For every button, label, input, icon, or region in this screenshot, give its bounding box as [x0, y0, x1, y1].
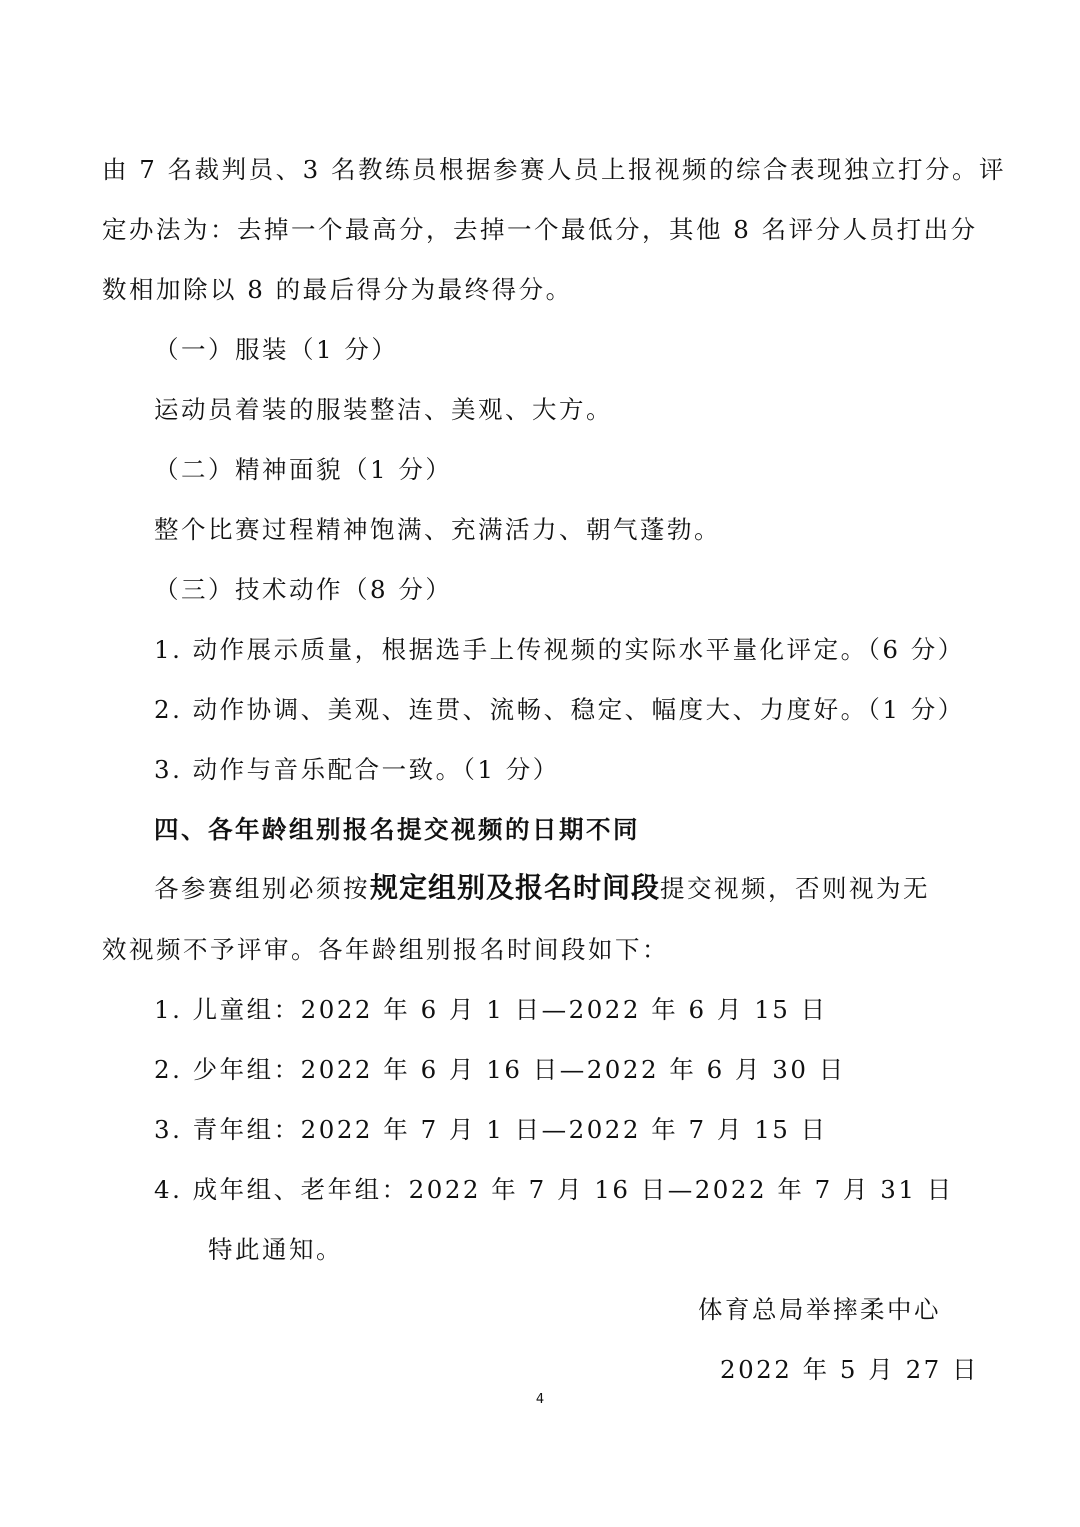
signature-date: 2022 年 5 月 27 日: [720, 1355, 980, 1384]
technique-item-2: 2. 动作协调、美观、连贯、流畅、稳定、幅度大、力度好。（1 分）: [154, 695, 965, 724]
page-number: 4: [535, 1392, 545, 1407]
text-run: 各参赛组别必须按: [154, 874, 370, 903]
text-run: 提交视频，否则视为无: [660, 874, 931, 903]
paragraph-line: 数相加除以 8 的最后得分为最终得分。: [102, 275, 573, 304]
section-heading-clothing: （一）服装（1 分）: [154, 335, 399, 364]
section-4-heading: 四、各年龄组别报名提交视频的日期不同: [154, 815, 640, 844]
group-schedule-youth: 3. 青年组：2022 年 7 月 1 日—2022 年 7 月 15 日: [154, 1115, 828, 1144]
section-body-spirit: 整个比赛过程精神饱满、充满活力、朝气蓬勃。: [154, 515, 721, 544]
section-4-paragraph-line-2: 效视频不予评审。各年龄组别报名时间段如下：: [102, 935, 669, 964]
group-schedule-children: 1. 儿童组：2022 年 6 月 1 日—2022 年 6 月 15 日: [154, 995, 828, 1024]
signature-organization: 体育总局举摔柔中心: [698, 1295, 941, 1324]
group-schedule-adult-senior: 4. 成年组、老年组：2022 年 7 月 16 日—2022 年 7 月 31 日: [154, 1175, 954, 1204]
technique-item-3: 3. 动作与音乐配合一致。（1 分）: [154, 755, 560, 784]
group-schedule-juvenile: 2. 少年组：2022 年 6 月 16 日—2022 年 6 月 30 日: [154, 1055, 846, 1084]
section-4-paragraph-line-1: [154, 871, 931, 904]
section-body-clothing: 运动员着装的服装整洁、美观、大方。: [154, 395, 613, 424]
paragraph-line: 由 7 名裁判员、3 名教练员根据参赛人员上报视频的综合表现独立打分。评: [102, 155, 1007, 184]
closing-remark: 特此通知。: [208, 1235, 343, 1264]
emphasized-text: 规定组别及报名时间段: [370, 871, 661, 904]
section-heading-spirit: （二）精神面貌（1 分）: [154, 455, 453, 484]
paragraph-line: 定办法为：去掉一个最高分，去掉一个最低分，其他 8 名评分人员打出分: [102, 215, 978, 244]
technique-item-1: 1. 动作展示质量，根据选手上传视频的实际水平量化评定。（6 分）: [154, 635, 965, 664]
section-heading-technique: （三）技术动作（8 分）: [154, 575, 453, 604]
